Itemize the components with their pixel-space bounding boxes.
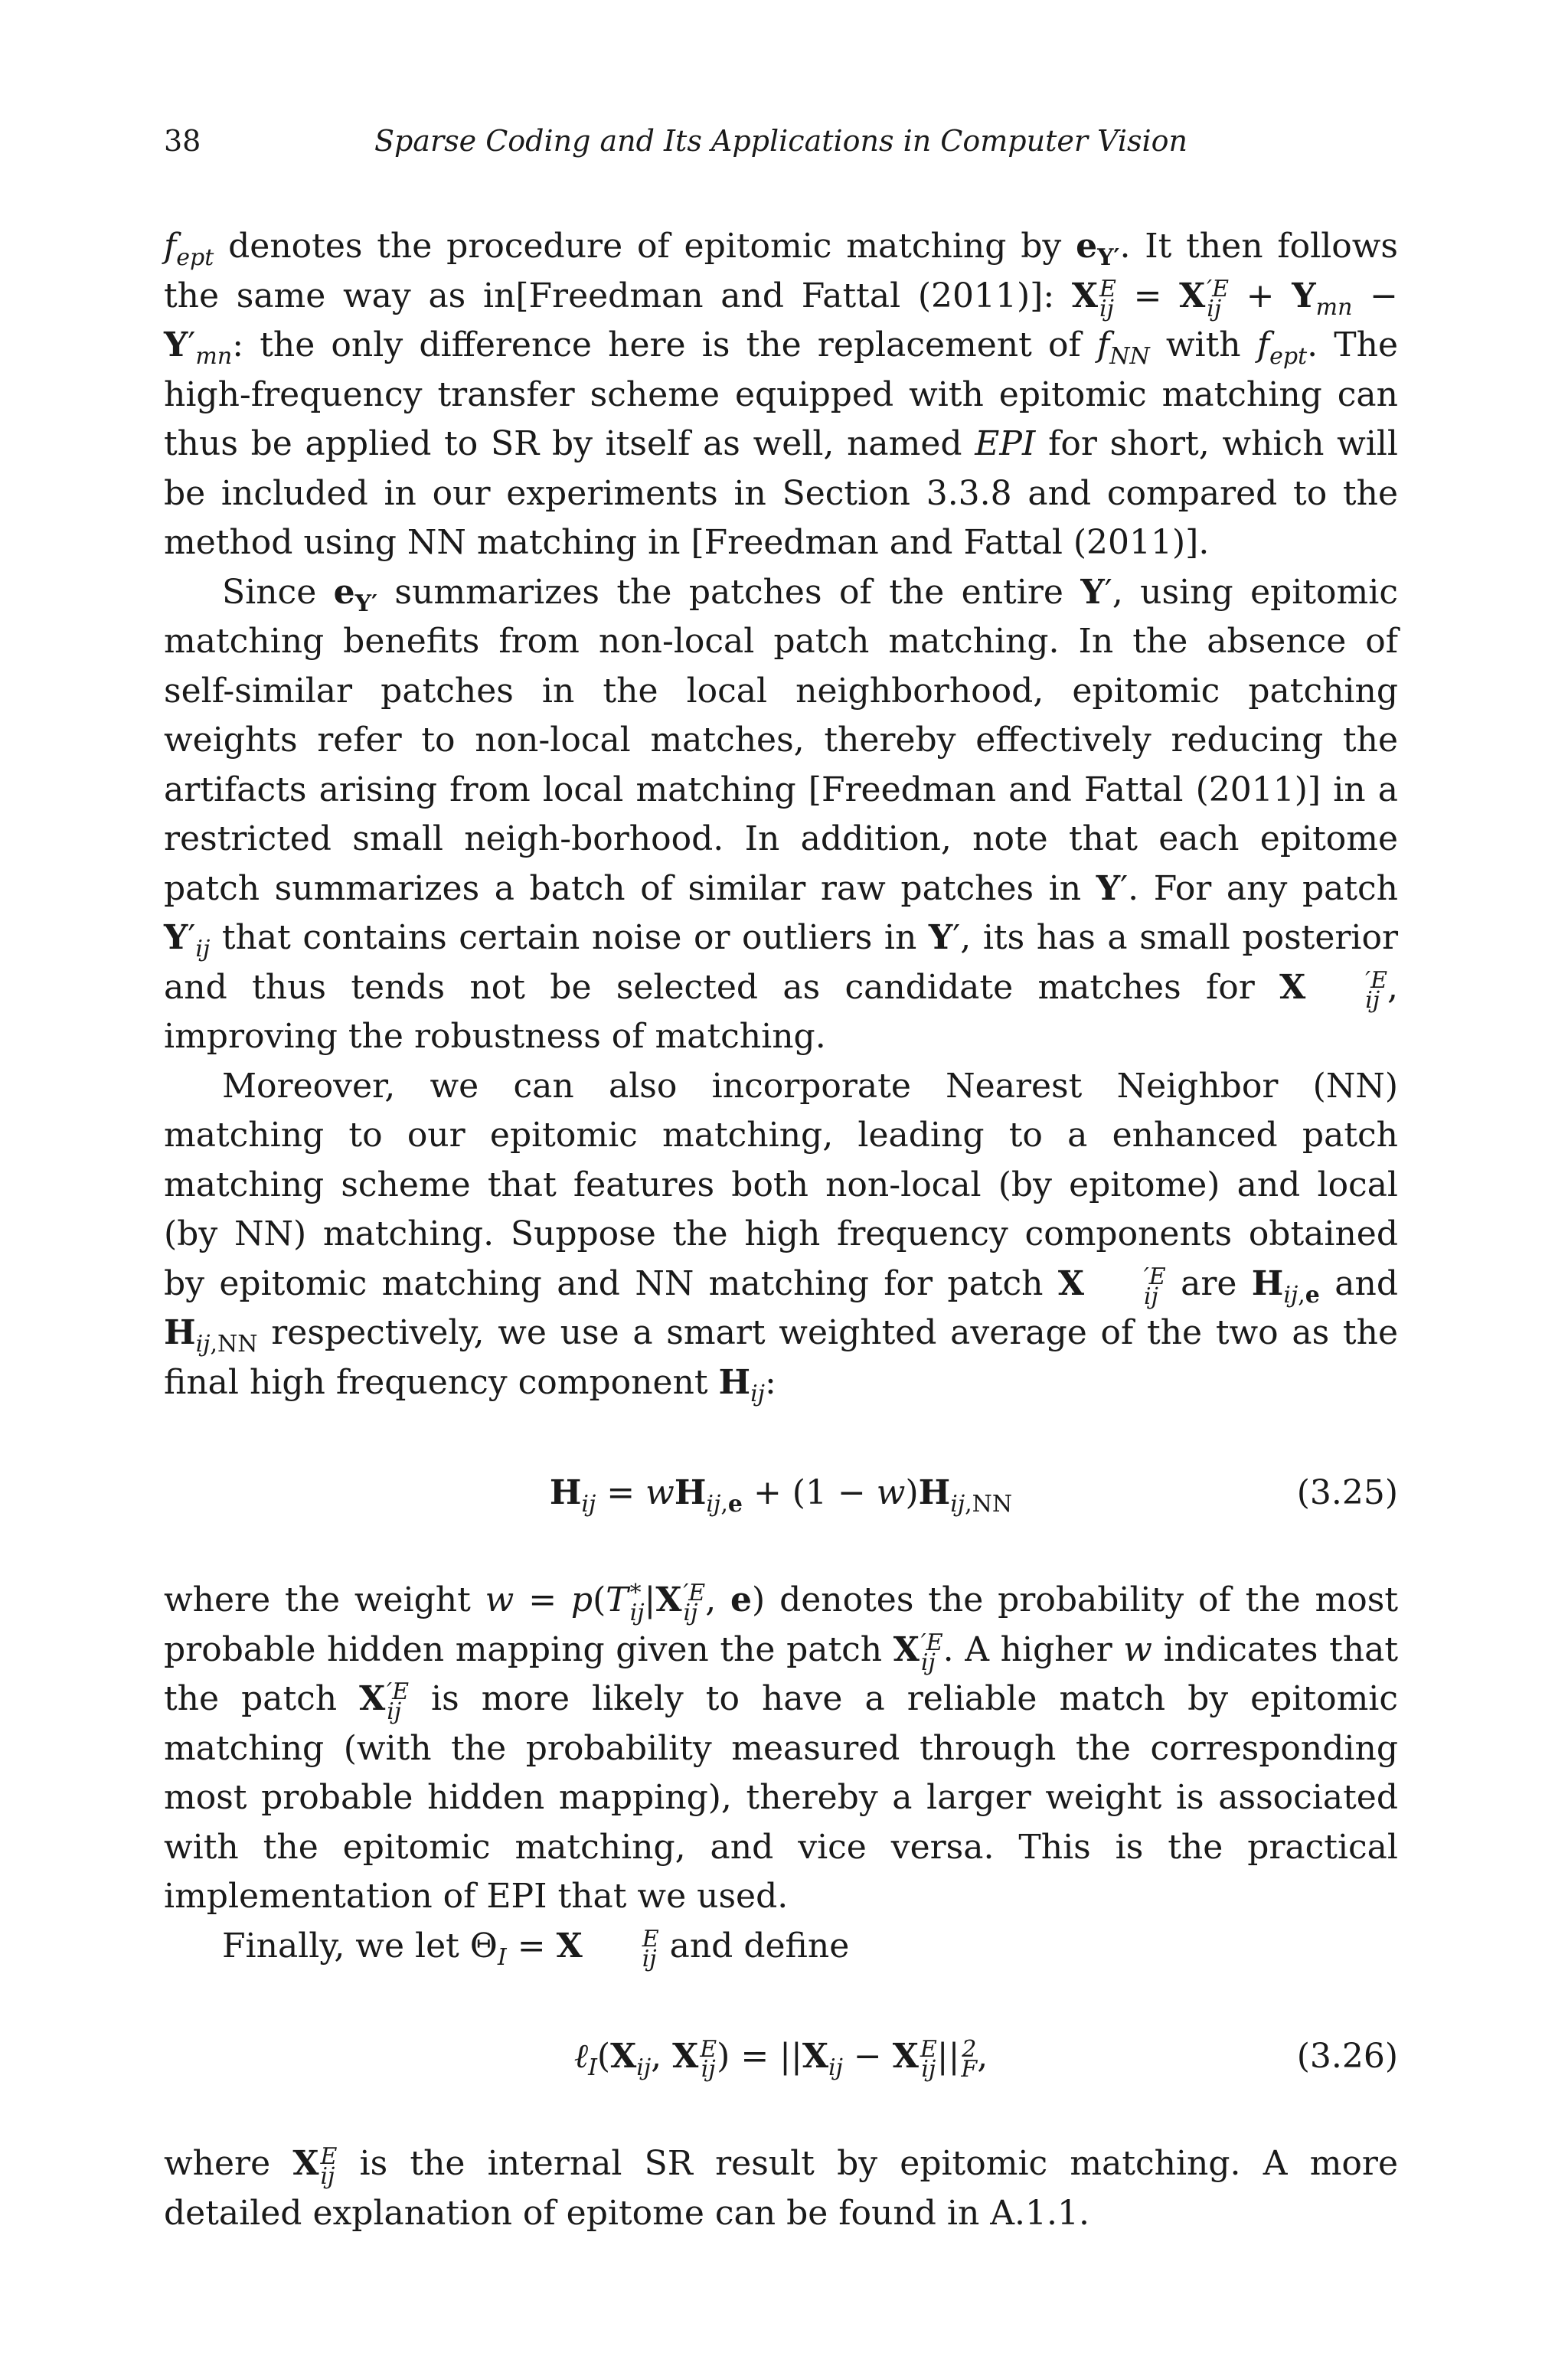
running-title: Sparse Coding and Its Applications in Computer Vision (374, 124, 1188, 158)
paragraph-1: $f_{ept}$ denotes the procedure of epitomic matching by $e_{Y'}$. It then follows the same way as in[Freedman and Fattal (2011)]: X E ij = X ′E ij + $Y_{mn} - Y'_{mn}$: the only difference here is the replacement of $f_{NN}$ with $f_{ept}$. The high-frequency transfer scheme equipped with epitomic matching can thus be applied to SR by itself as well, named EPI for short, which will be included in our experiments in Section 3.3.8 and compared to the method using NN matching in [Freedman and Fattal (2011)]. (164, 227, 1399, 562)
equation-3-26 (164, 2017, 1398, 2093)
page-header (164, 124, 1398, 170)
paragraph-3: Moreover, we can also incorporate Nearest Neighbor (NN) matching to our epitomic matching, leading to a enhanced patch matching scheme that features both non-local (by epitome) and local (by NN) matching. Suppose the high frequency components obtained by epitomic matching and NN matching for patch X ′E ij are $H_{ij,e}$ and $H_{ij,NN}$ respectively, we use a smart weighted average of the two as the final high frequency component $H_{ij}$: (164, 1066, 1398, 1407)
equation-3-26-body: $\ell_I(X_{ij}$, X E ij ) = $||X_{ij} - X$ E ij || 2 F , (573, 2036, 988, 2083)
paragraph-4: where the weight w = p(T * ij |X ′E ij , e) denotes the probability of the most probable hidden mapping given the patch X ′E ij . A higher w indicates that the patch X ′E ij is more likely to have a reliable match by epitomic matching (with the probability measured through the corresponding most probable hidden mapping), thereby a larger weight is associated with the epitomic matching, and vice versa. This is the practical implementation of EPI that we used. (164, 1580, 1399, 1916)
equation-number: (3.25) (1296, 1473, 1398, 1512)
page-number: 38 (164, 124, 201, 158)
equation-3-25 (164, 1453, 1398, 1530)
body-text (164, 222, 1398, 2238)
paragraph-5: Finally, we let $\Theta_I = X$ E ij and define (222, 1925, 850, 1972)
equation-3-25-body: $H_{ij} = wH_{ij,e} + (1 - w)H_{ij,NN}$ (549, 1473, 1013, 1518)
paragraph-6: where X E ij is the internal SR result by epitomic matching. A more detailed explanation of epitome can be found in A.1.1. (164, 2143, 1398, 2233)
equation-number: (3.26) (1296, 2037, 1398, 2076)
paragraph-2: Since $e_{Y'}$ summarizes the patches of the entire Y′, using epitomic matching benefits from non-local patch matching. In the absence of self-similar patches in the local neighborhood, epitomic patching weights refer to non-local matches, thereby effectively reducing the artifacts arising from local matching [Freedman and Fattal (2011)] in a restricted small neigh-borhood. In addition, note that each epitome patch summarizes a batch of similar raw patches in Y′. For any patch $Y'_{ij}$ that contains certain noise or outliers in Y′, its has a small posterior and thus tends not be selected as candidate matches for X ′E ij , improving the robustness of matching. (164, 572, 1399, 1056)
